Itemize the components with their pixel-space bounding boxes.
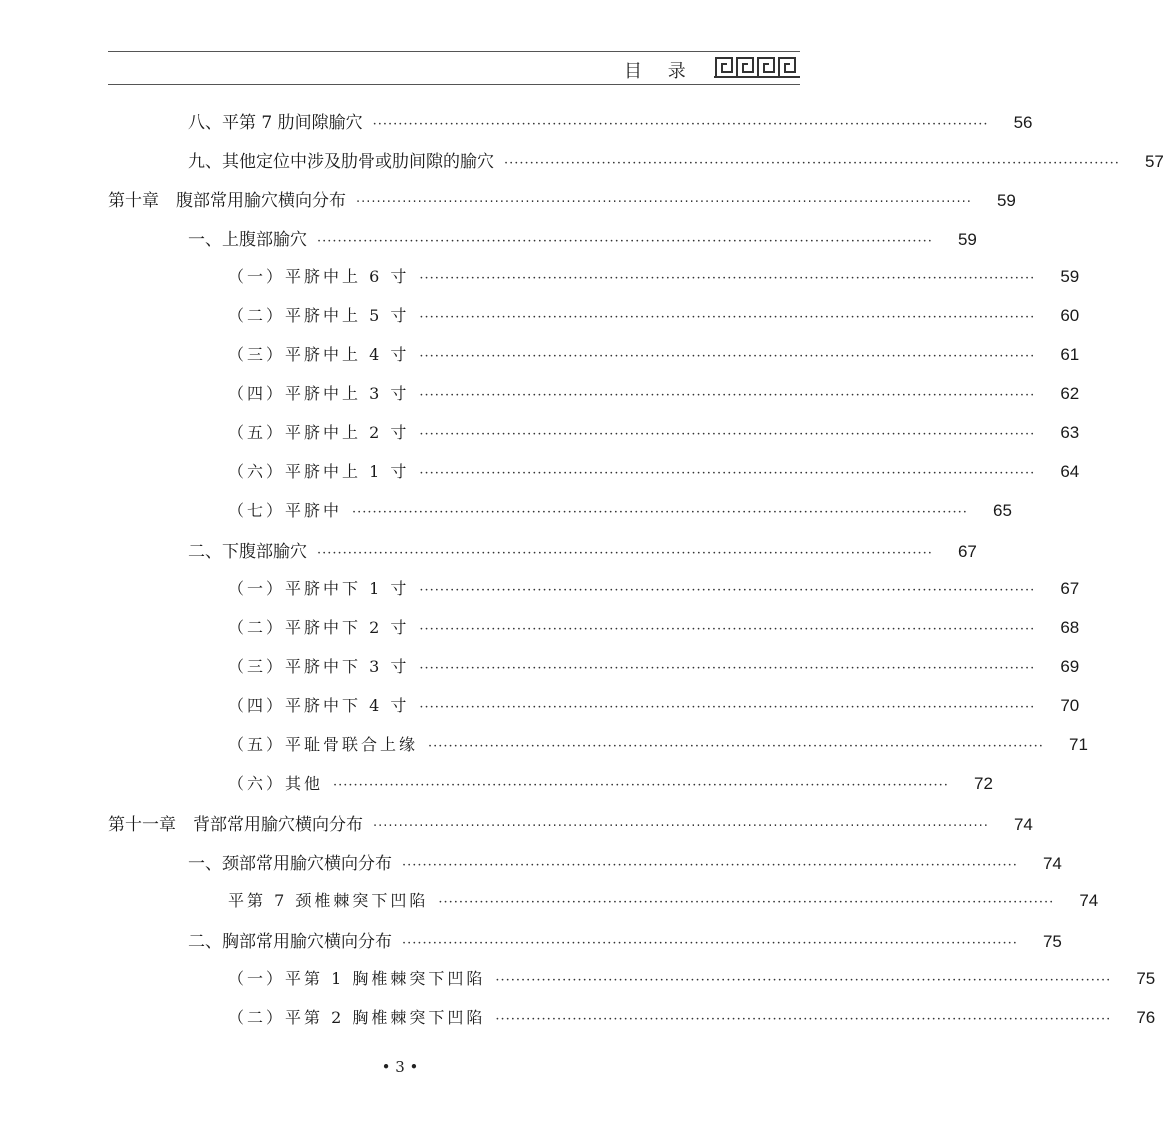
toc-entry-page: 63 xyxy=(1060,423,1080,442)
toc-leader-dots: ························································································································ xyxy=(317,234,933,249)
toc-entry-label: 二、胸部常用腧穴横向分布 xyxy=(188,932,392,952)
toc-leader-dots: ························································································································ xyxy=(419,466,1036,481)
toc-entry-page: 75 xyxy=(1136,969,1156,988)
toc-leader-dots: ························································································································ xyxy=(373,819,989,834)
toc-entry-label: （五）平耻骨联合上缘 xyxy=(228,735,419,754)
toc-leader-dots: ························································································································ xyxy=(419,700,1036,715)
toc-leader-dots: ························································································································ xyxy=(317,546,933,561)
toc-entry-label: （六）平脐中上 1 寸 xyxy=(228,462,410,481)
toc-leader-dots: ························································································································ xyxy=(419,310,1036,325)
toc-entry-label: （二）平脐中上 5 寸 xyxy=(228,306,410,325)
toc-entry-page: 67 xyxy=(957,542,977,561)
toc-entry-label: 一、上腹部腧穴 xyxy=(188,230,307,250)
toc-entry-label: （六）其他 xyxy=(228,774,324,793)
toc-leader-dots: ························································································································ xyxy=(356,195,972,210)
toc-entry-label: （三）平脐中上 4 寸 xyxy=(228,345,410,364)
toc-entry-label: （四）平脐中上 3 寸 xyxy=(228,384,410,403)
toc-entry-label: （一）平第 1 胸椎棘突下凹陷 xyxy=(228,969,486,988)
toc-entry[interactable] xyxy=(228,966,1156,996)
toc-entry-page: 59 xyxy=(996,191,1016,210)
toc-entry[interactable] xyxy=(228,576,1080,606)
toc-entry-label: 二、下腹部腧穴 xyxy=(188,542,307,562)
toc-entry-label: （一）平脐中下 1 寸 xyxy=(228,579,410,598)
toc-leader-dots: ························································································································ xyxy=(419,427,1036,442)
header-rule-bottom xyxy=(108,84,800,85)
toc-entry[interactable] xyxy=(228,693,1080,723)
toc-entry-label: （五）平脐中上 2 寸 xyxy=(228,423,410,442)
toc-entry[interactable] xyxy=(228,654,1080,684)
toc-entry-label: 平第 7 颈椎棘突下凹陷 xyxy=(228,891,429,910)
toc-entry[interactable] xyxy=(228,342,1080,372)
toc-entry-label: 九、其他定位中涉及肋骨或肋间隙的腧穴 xyxy=(188,152,494,172)
toc-entry-page: 62 xyxy=(1060,384,1080,403)
toc-entry[interactable] xyxy=(228,264,1080,294)
toc-entry[interactable] xyxy=(188,108,1033,138)
toc-entry-label: 第十一章 背部常用腧穴横向分布 xyxy=(108,815,363,835)
toc-entry-page: 59 xyxy=(1060,267,1080,286)
toc-entry-page: 65 xyxy=(992,501,1012,520)
toc-entry[interactable] xyxy=(188,537,977,567)
toc-leader-dots: ························································································································ xyxy=(372,117,989,132)
toc-leader-dots: ························································································································ xyxy=(495,973,1112,988)
toc-entry-page: 68 xyxy=(1060,618,1080,637)
toc-entry-label: （二）平第 2 胸椎棘突下凹陷 xyxy=(228,1008,486,1027)
toc-entry-page: 69 xyxy=(1060,657,1080,676)
toc-leader-dots: ························································································································ xyxy=(419,349,1036,364)
toc-entry[interactable] xyxy=(108,186,1016,216)
toc-entry-label: （四）平脐中下 4 寸 xyxy=(228,696,410,715)
toc-entry[interactable] xyxy=(228,498,1012,528)
toc-entry[interactable] xyxy=(228,888,1099,918)
toc-entry-label: （二）平脐中下 2 寸 xyxy=(228,618,410,637)
toc-leader-dots: ························································································································ xyxy=(419,661,1036,676)
toc-entry-page: 61 xyxy=(1060,345,1080,364)
toc-entry-page: 56 xyxy=(1013,113,1033,132)
toc-entry-label: （三）平脐中下 3 寸 xyxy=(228,657,410,676)
toc-entry-label: 一、颈部常用腧穴横向分布 xyxy=(188,854,392,874)
toc-entry-page: 72 xyxy=(973,774,993,793)
toc-leader-dots: ························································································································ xyxy=(495,1012,1112,1027)
toc-leader-dots: ························································································································ xyxy=(419,583,1036,598)
toc-entry-page: 64 xyxy=(1060,462,1080,481)
toc-entry[interactable] xyxy=(188,225,977,255)
toc-entry-page: 57 xyxy=(1144,152,1164,171)
toc-entry[interactable] xyxy=(188,927,1062,957)
toc-leader-dots: ························································································································ xyxy=(504,156,1120,171)
toc-entry-label: （一）平脐中上 6 寸 xyxy=(228,267,410,286)
toc-leader-dots: ························································································································ xyxy=(428,739,1044,754)
toc-leader-dots: ························································································································ xyxy=(352,505,968,520)
toc-entry-page: 60 xyxy=(1060,306,1080,325)
toc-leader-dots: ························································································································ xyxy=(419,388,1036,403)
toc-entry-page: 67 xyxy=(1060,579,1080,598)
toc-entry-page: 70 xyxy=(1060,696,1080,715)
toc-entry[interactable] xyxy=(188,849,1062,879)
toc-entry-page: 74 xyxy=(1042,854,1062,873)
toc-entry-page: 75 xyxy=(1042,932,1062,951)
header-rule-top xyxy=(108,51,800,52)
toc-entry[interactable] xyxy=(228,459,1080,489)
greek-key-ornament-icon xyxy=(714,55,800,79)
toc-entry[interactable] xyxy=(228,381,1080,411)
toc-entry-label: 第十章 腹部常用腧穴横向分布 xyxy=(108,191,346,211)
toc-entry[interactable] xyxy=(228,1005,1156,1035)
toc-entry[interactable] xyxy=(228,771,993,801)
toc-entry[interactable] xyxy=(228,615,1080,645)
toc-leader-dots: ························································································································ xyxy=(402,936,1018,951)
toc-entry-page: 59 xyxy=(957,230,977,249)
toc-entry[interactable] xyxy=(228,420,1080,450)
toc-entry-page: 74 xyxy=(1013,815,1033,834)
header-title: 目 录 xyxy=(624,61,696,82)
toc-entry-label: （七）平脐中 xyxy=(228,501,343,520)
toc-entry-page: 74 xyxy=(1079,891,1099,910)
toc-entry[interactable] xyxy=(228,732,1088,762)
toc-entry[interactable] xyxy=(188,147,1164,177)
toc-entry[interactable] xyxy=(228,303,1080,333)
toc-leader-dots: ························································································································ xyxy=(333,778,949,793)
toc-leader-dots: ························································································································ xyxy=(402,858,1018,873)
toc-entry[interactable] xyxy=(108,810,1033,840)
footer-page-number: • 3 • xyxy=(381,1058,419,1076)
toc-leader-dots: ························································································································ xyxy=(419,271,1036,286)
toc-leader-dots: ························································································································ xyxy=(419,622,1036,637)
toc-leader-dots: ························································································································ xyxy=(438,895,1055,910)
toc-entry-page: 71 xyxy=(1068,735,1088,754)
toc-entry-page: 76 xyxy=(1136,1008,1156,1027)
toc-entry-label: 八、平第 7 肋间隙腧穴 xyxy=(188,113,363,133)
